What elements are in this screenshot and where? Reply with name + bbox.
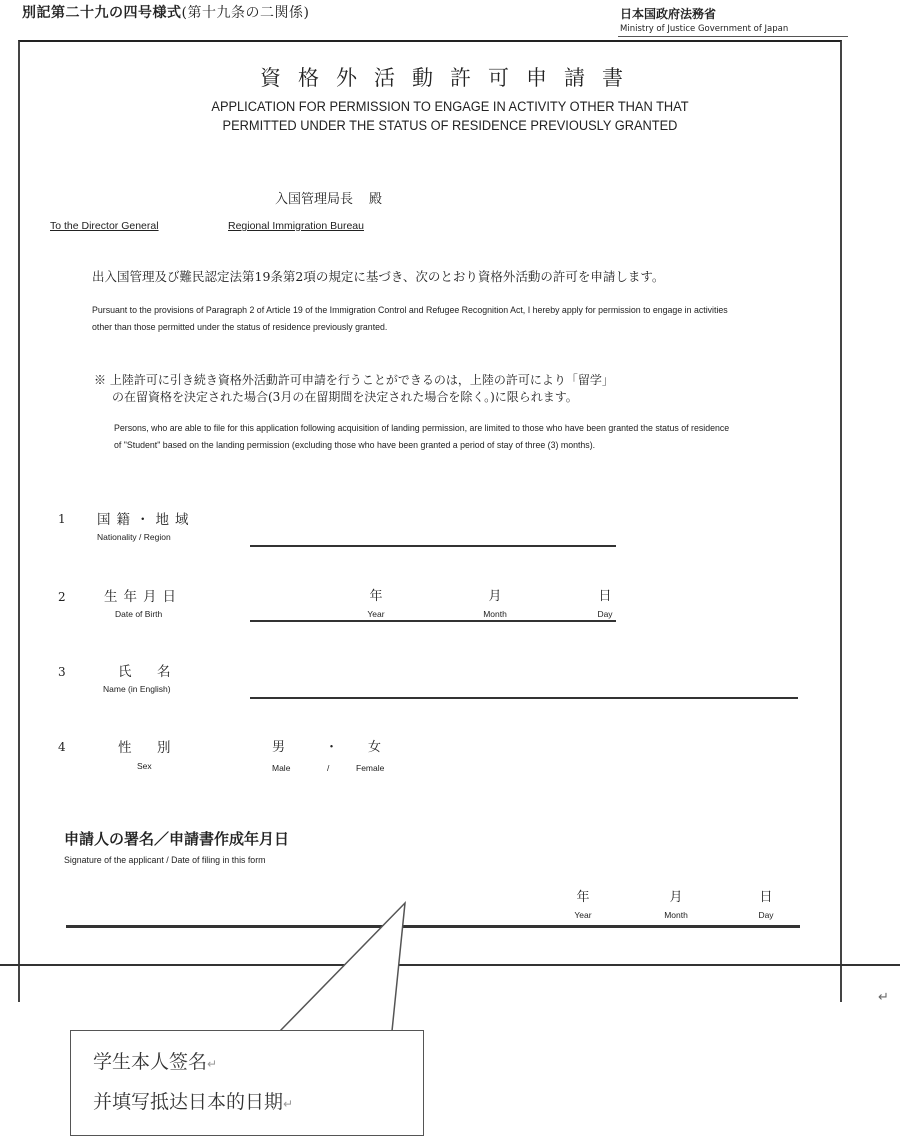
callout-line1: 学生本人签名↵ [93,1051,218,1073]
dob-year-ja: 年 [369,589,383,604]
addressee-ja: 入国管理局長 殿 [275,192,383,207]
return-icon: ↵ [878,990,889,1005]
dob-label-en: Date of Birth [115,609,163,619]
note-en: Persons, who are able to file for this application following acquisition of landing permission, are limited to those who have been granted the status of residence of "Student" based on the landing permission (excluding those who have been granted a period of stay of three (3) months). [114,423,730,450]
sex-option-male-en: Male [272,763,291,773]
ministry-ja: 日本国政府法務省 [620,7,717,21]
note-ja-line2: の在留資格を決定された場合(3月の在留期間を決定された場合を除く。)に限られます。 [112,390,578,404]
form-ref: (第十九条の二関係) [181,5,310,21]
dob-day-ja: 日 [598,589,612,604]
pursuant-en: Pursuant to the provisions of Paragraph 2 of Article 19 of the Immigration Control and Refugee Recognition Act, I hereby apply for permission to engage in activities other than those permitted under the status of residence previously granted. [92,305,728,332]
callout-box [70,1030,424,1136]
sex-option-sep-en: / [327,763,330,773]
sig-day-ja: 日 [759,890,773,905]
field-number: 3 [58,665,66,679]
callout-pointer-shape [280,903,405,1031]
dob-year-en: Year [367,609,385,619]
field-number: 4 [58,740,66,754]
form-title-ja: 資格外活動許可申請書 [260,66,640,90]
sex-option-sep: ・ [325,740,339,755]
nationality-label-ja: 国籍・地域 [97,512,195,528]
sex-option-male-ja[interactable]: 男 [272,740,286,755]
nationality-label-en: Nationality / Region [97,532,171,542]
sex-label-en: Sex [137,761,152,771]
callout-joint-mask [282,1031,390,1033]
dob-month-ja: 月 [488,589,502,604]
sig-year-en: Year [574,910,592,920]
sex-option-female-ja[interactable]: 女 [368,740,382,755]
dob-month-en: Month [483,609,507,619]
pursuant-ja: 出入国管理及び難民認定法第19条第2項の規定に基づき、次のとおり資格外活動の許可を申請します。 [92,269,665,284]
callout-line2: 并填写抵达日本的日期↵ [93,1091,294,1113]
dob-label-ja: 生年月日 [104,589,182,605]
to-director-label: To the Director General [50,220,159,232]
return-icon: ↵ [283,1097,294,1111]
signature-label-ja: 申請人の署名／申請書作成年月日 [64,830,290,848]
form-title-en-line1: APPLICATION FOR PERMISSION TO ENGAGE IN ACTIVITY OTHER THAN THAT [211,99,689,114]
form-title-en-line2: PERMITTED UNDER THE STATUS OF RESIDENCE PREVIOUSLY GRANTED [222,118,678,133]
name-label-ja: 氏 名 [118,664,177,680]
dob-day-en: Day [597,609,613,619]
return-icon: ↵ [207,1057,218,1071]
field-number: 2 [58,590,66,604]
name-label-en: Name (in English) [103,684,171,694]
addressee-honorific: 殿 [369,192,383,207]
signature-label-en: Signature of the applicant / Date of filing in this form [64,855,266,865]
sig-year-ja: 年 [576,890,590,905]
sig-month-ja: 月 [669,890,683,905]
form-code: 別記第二十九の四号様式(第十九条の二関係) [22,5,310,21]
sig-day-en: Day [758,910,774,920]
bureau-label: Regional Immigration Bureau [228,220,364,232]
sex-label-ja: 性 別 [118,740,177,756]
ministry-en: Ministry of Justice Government of Japan [620,24,789,34]
sex-option-female-en: Female [356,763,385,773]
sig-month-en: Month [664,910,688,920]
field-number: 1 [58,512,66,526]
note-ja-line1: ※ 上陸許可に引き続き資格外活動許可申請を行うことができるのは，上陸の許可により「留学」 [94,373,614,387]
